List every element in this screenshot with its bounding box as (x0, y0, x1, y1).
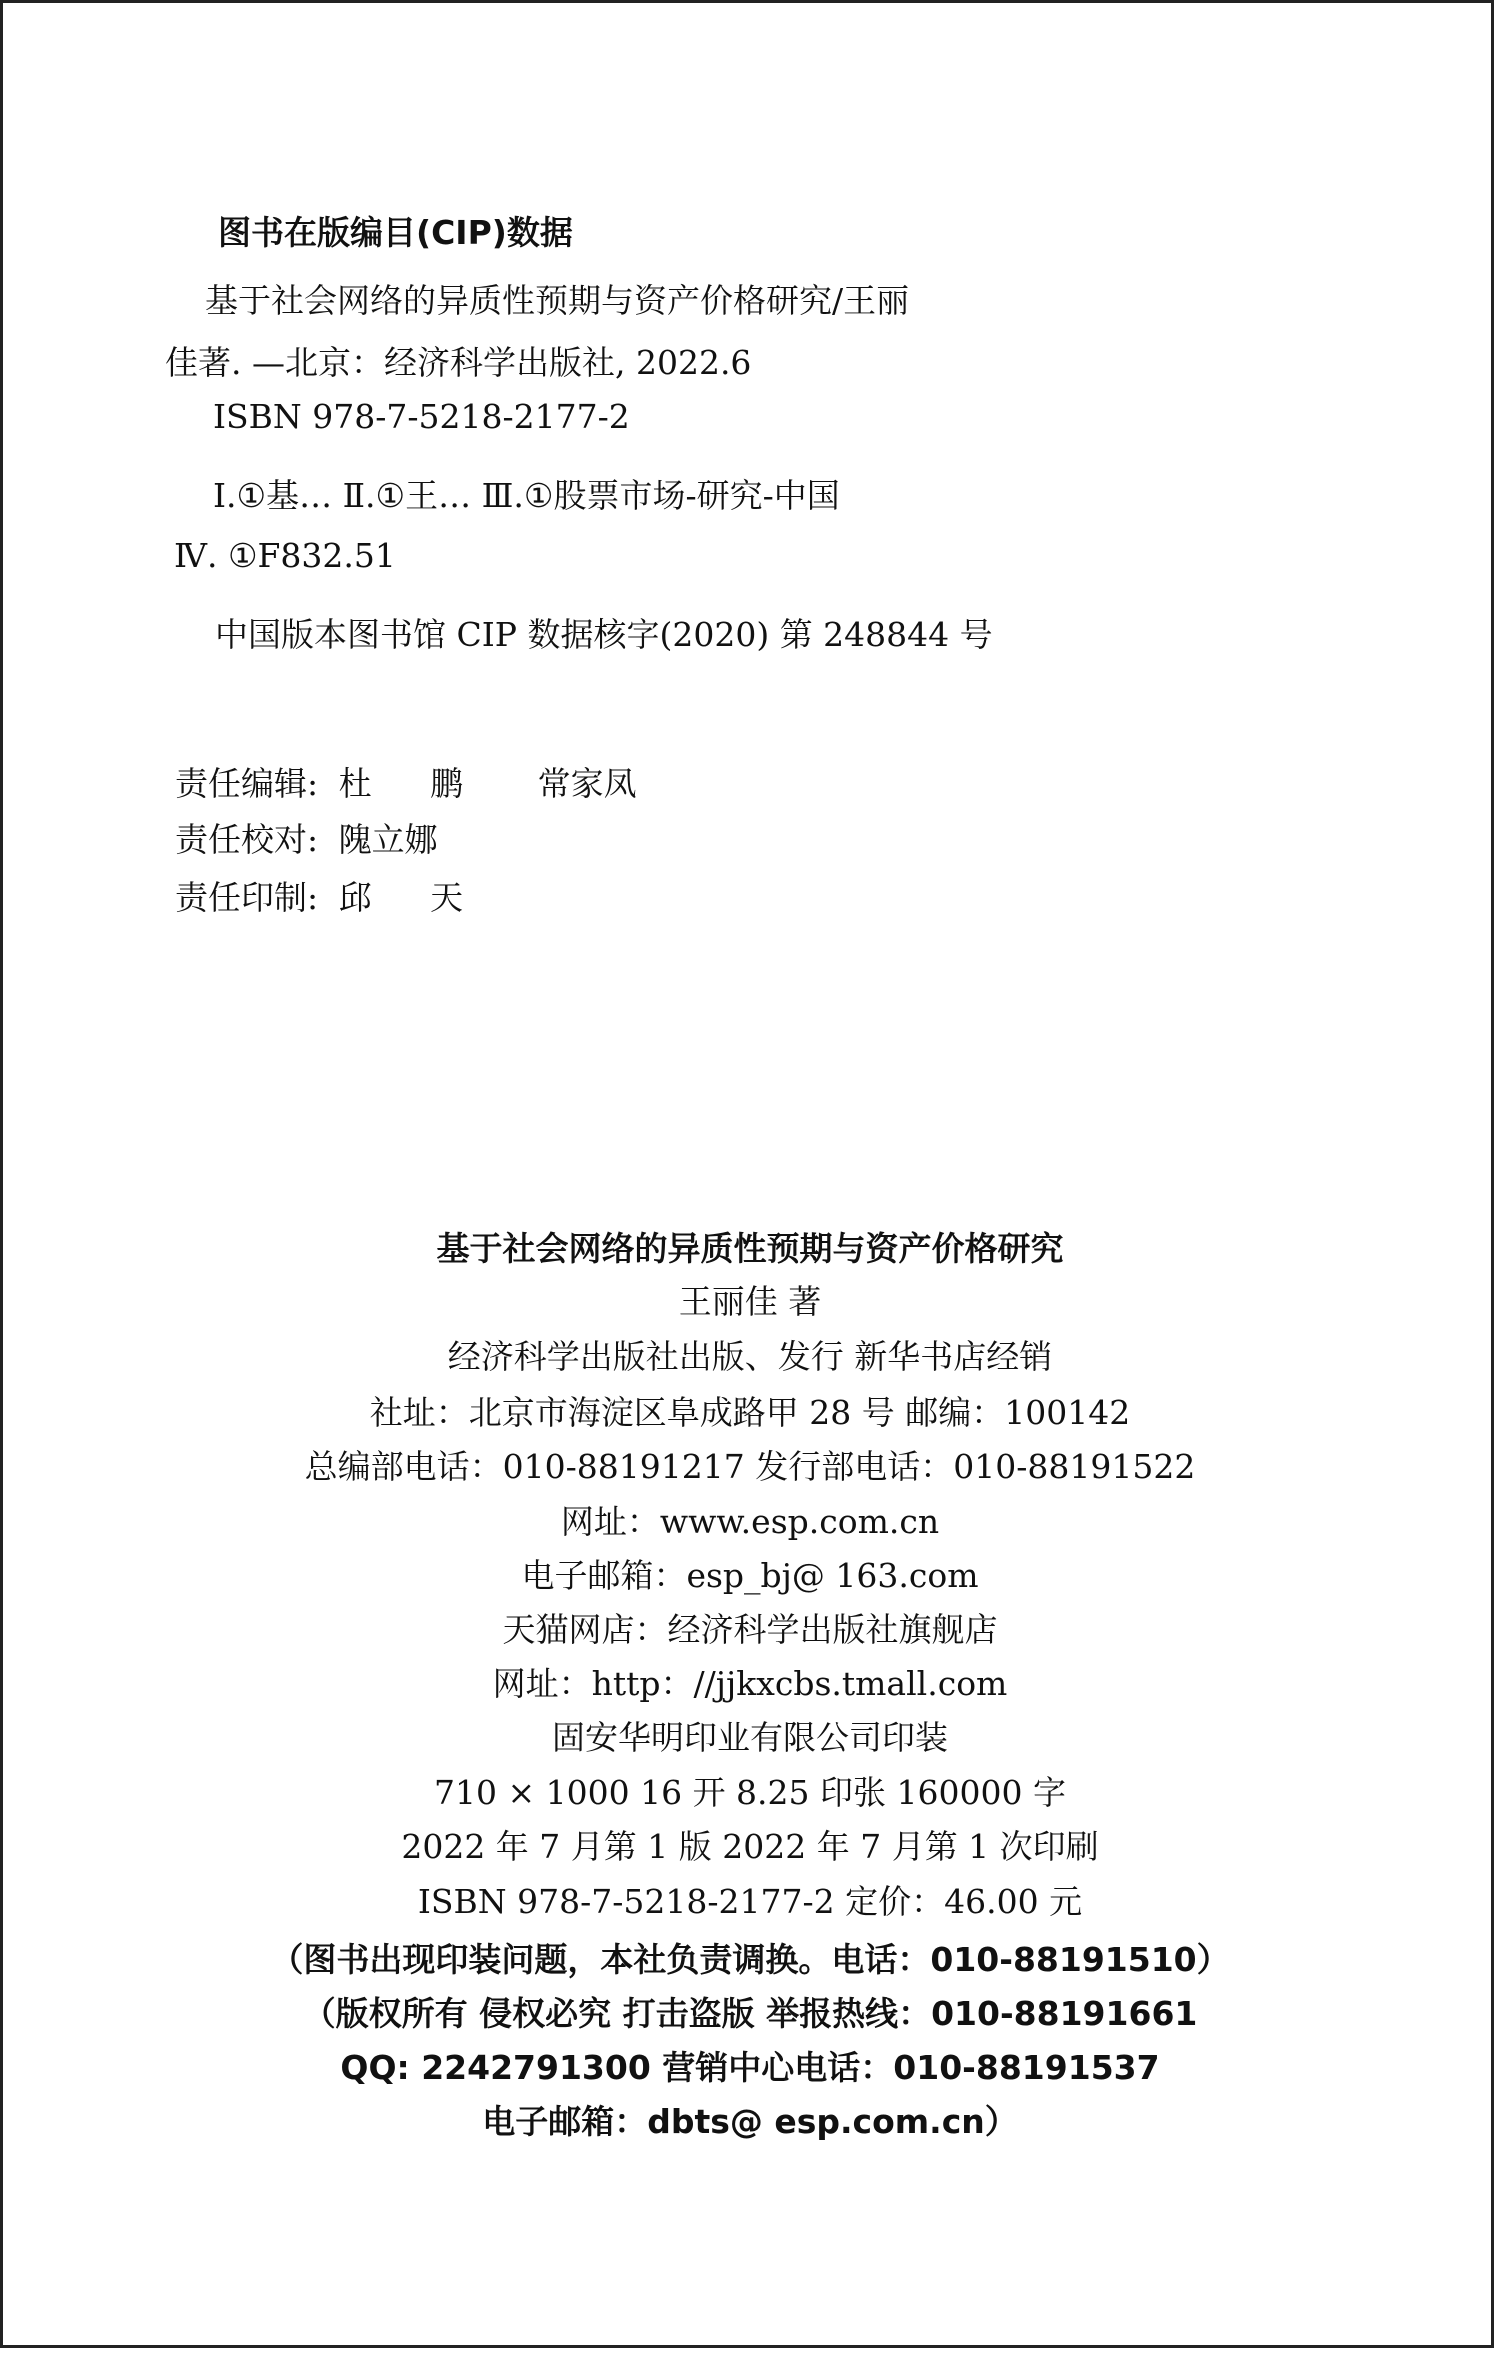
colophon-notice-print: （图书出现印装问题，本社负责调换。电话：010-88191510） (270, 1940, 1230, 1979)
colophon-notice-qq: QQ: 2242791300 营销中心电话：010-88191537 (340, 2048, 1160, 2087)
staff-name: 邱 (338, 878, 372, 917)
colophon-publisher: 经济科学出版社出版、发行 新华书店经销 (447, 1337, 1053, 1376)
colophon-tmall-store: 天猫网店：经济科学出版社旗舰店 (502, 1610, 998, 1649)
colophon-author: 王丽佳 著 (678, 1282, 822, 1321)
staff-name: 天 (430, 878, 464, 917)
cip-description-line-1: 基于社会网络的异质性预期与资产价格研究/王丽 (205, 281, 910, 320)
colophon-address: 社址：北京市海淀区阜成路甲 28 号 邮编：100142 (369, 1393, 1131, 1432)
colophon-notice-copyright: （版权所有 侵权必究 打击盗版 举报热线：010-88191661 (302, 1994, 1198, 2033)
cip-isbn: ISBN 978-7-5218-2177-2 (213, 397, 630, 436)
staff-name: 常家凤 (537, 764, 637, 803)
colophon-email: 电子邮箱：esp_bj@ 163.com (521, 1556, 979, 1595)
cip-classification-line-1: Ⅰ.①基… Ⅱ.①王… Ⅲ.①股票市场-研究-中国 (213, 476, 840, 515)
staff-row-proofreader (175, 820, 438, 859)
colophon-tmall-url: 网址：http：//jjkxcbs.tmall.com (492, 1664, 1008, 1703)
staff-name: 隗立娜 (338, 820, 438, 859)
cip-classification-line-2: Ⅳ. ①F832.51 (174, 536, 396, 575)
staff-label: 责任校对: (175, 820, 319, 859)
cip-heading: 图书在版编目(CIP)数据 (218, 213, 573, 252)
colophon-website: 网址：www.esp.com.cn (560, 1502, 940, 1541)
cip-description-line-2: 佳著. —北京：经济科学出版社, 2022.6 (165, 343, 752, 382)
staff-label: 责任印制: (175, 878, 319, 917)
staff-label: 责任编辑: (175, 764, 319, 803)
colophon-printer: 固安华明印业有限公司印装 (552, 1718, 948, 1757)
colophon-isbn-price: ISBN 978-7-5218-2177-2 定价：46.00 元 (417, 1882, 1083, 1921)
colophon-edition: 2022 年 7 月第 1 版 2022 年 7 月第 1 次印刷 (401, 1827, 1099, 1866)
staff-name: 鹏 (430, 764, 464, 803)
colophon-title: 基于社会网络的异质性预期与资产价格研究 (436, 1229, 1064, 1268)
colophon-phones: 总编部电话：010-88191217 发行部电话：010-88191522 (304, 1447, 1196, 1486)
colophon-format: 710 × 1000 16 开 8.25 印张 160000 字 (434, 1773, 1066, 1812)
staff-row-editor (175, 764, 637, 803)
colophon-notice-email: 电子邮箱：dbts@ esp.com.cn） (482, 2102, 1018, 2141)
staff-name: 杜 (338, 764, 372, 803)
cip-record-number: 中国版本图书馆 CIP 数据核字(2020) 第 248844 号 (215, 615, 993, 654)
staff-row-printing (175, 878, 464, 917)
